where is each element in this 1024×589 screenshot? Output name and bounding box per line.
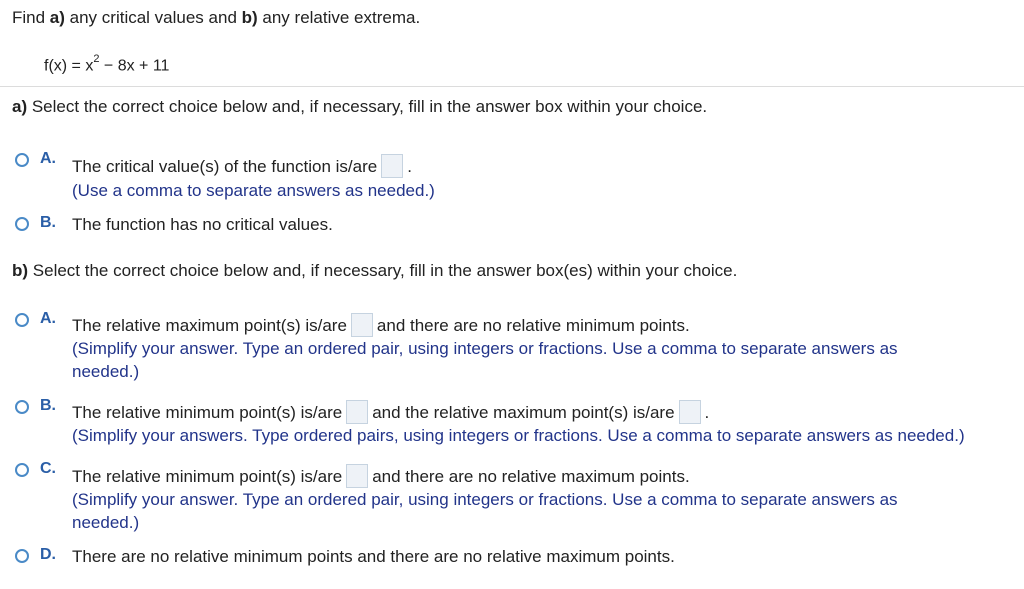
relative-minimum-answer-box[interactable] xyxy=(346,400,368,424)
part-a-instruction-text: Select the correct choice below and, if necessary, fill in the answer box within your choice. xyxy=(27,97,708,116)
hint-line: (Simplify your answer. Type an ordered pair, using integers or fractions. Use a comma to separate answers as xyxy=(72,490,898,509)
part-b-choice-c-letter: C. xyxy=(40,460,56,477)
part-b-choice-a-letter: A. xyxy=(40,310,56,327)
choice-text-after: and there are no relative minimum points. xyxy=(376,316,690,335)
part-b-choice-d-text: There are no relative minimum points and there are no relative maximum points. xyxy=(72,547,675,566)
question-prompt xyxy=(12,8,420,28)
part-b-label: b) xyxy=(12,261,29,280)
choice-text-before: The critical value(s) of the function is/are xyxy=(72,157,378,176)
part-b-choice-a-radio[interactable] xyxy=(15,313,29,327)
choice-text-after: and there are no relative maximum points. xyxy=(372,467,690,486)
hint-line: needed.) xyxy=(72,362,140,381)
part-b-instruction-text: Select the correct choice below and, if necessary, fill in the answer box(es) within your choice. xyxy=(28,261,738,280)
part-a-choice-a-radio[interactable] xyxy=(15,153,29,167)
function-exponent: 2 xyxy=(93,53,100,65)
prompt-b-text: any relative extrema. xyxy=(257,8,421,27)
choice-text-after: . xyxy=(407,157,412,176)
part-a-label: a) xyxy=(12,97,28,116)
prompt-a-text: any critical values and xyxy=(64,8,242,27)
choice-text-before: The relative minimum point(s) is/are xyxy=(72,467,343,486)
part-a-choice-a-text xyxy=(72,154,412,178)
relative-minimum-answer-box[interactable] xyxy=(346,464,368,488)
function-suffix: − 8x + 11 xyxy=(99,57,170,75)
part-a-choice-b-text: The function has no critical values. xyxy=(72,215,333,234)
part-a-choice-b-radio[interactable] xyxy=(15,217,29,231)
critical-values-answer-box[interactable] xyxy=(381,154,403,178)
prompt-a-label: a) xyxy=(49,8,65,27)
part-b-choice-a-hint xyxy=(72,337,898,383)
relative-maximum-answer-box[interactable] xyxy=(351,313,373,337)
choice-text-before: The relative minimum point(s) is/are xyxy=(72,403,343,422)
part-b-choice-b-hint: (Simplify your answers. Type ordered pairs, using integers or fractions. Use a comma to separate answers as needed.) xyxy=(72,426,965,445)
hint-line: (Simplify your answer. Type an ordered pair, using integers or fractions. Use a comma to separate answers as xyxy=(72,339,898,358)
part-a-choice-a-hint: (Use a comma to separate answers as needed.) xyxy=(72,181,435,200)
choice-text-middle: and the relative maximum point(s) is/are xyxy=(372,403,675,422)
prompt-find: Find xyxy=(12,8,50,27)
choice-text-before: The relative maximum point(s) is/are xyxy=(72,316,347,335)
part-b-choice-c-radio[interactable] xyxy=(15,463,29,477)
function-prefix: f(x) = x xyxy=(44,57,94,75)
part-a-choice-a-letter: A. xyxy=(40,150,56,167)
part-a-instruction xyxy=(12,97,707,117)
part-b-choice-b-text xyxy=(72,400,709,424)
function-expression xyxy=(44,55,169,75)
part-b-choice-b-letter: B. xyxy=(40,397,56,414)
part-b-choice-b-radio[interactable] xyxy=(15,400,29,414)
relative-maximum-answer-box[interactable] xyxy=(679,400,701,424)
prompt-b-label: b) xyxy=(241,8,258,27)
choice-text-after: . xyxy=(704,403,710,422)
part-b-instruction xyxy=(12,261,737,281)
part-a-choice-b-letter: B. xyxy=(40,214,56,231)
part-b-choice-c-text xyxy=(72,464,690,488)
hint-line: needed.) xyxy=(72,513,140,532)
part-b-choice-a-text xyxy=(72,313,690,337)
section-divider xyxy=(0,86,1024,87)
part-b-choice-d-letter: D. xyxy=(40,546,56,563)
part-b-choice-c-hint xyxy=(72,488,898,534)
part-b-choice-d-radio[interactable] xyxy=(15,549,29,563)
